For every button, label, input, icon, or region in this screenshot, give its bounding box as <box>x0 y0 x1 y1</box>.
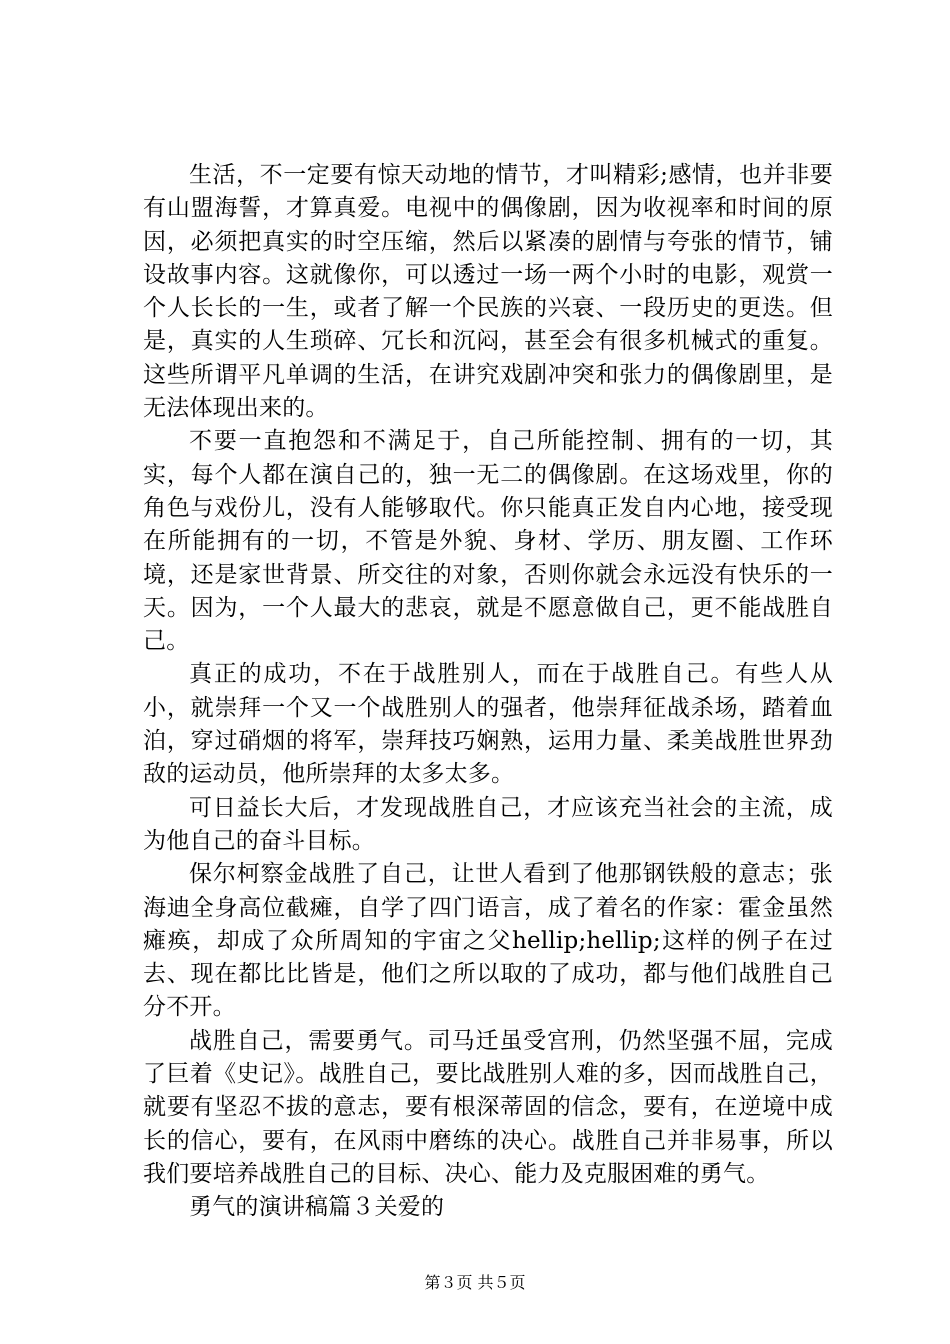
paragraph-4: 可日益长大后，才发现战胜自己，才应该充当社会的主流，成为他自己的奋斗目标。 <box>143 794 833 854</box>
paragraph-2: 不要一直抱怨和不满足于，自己所能控制、拥有的一切，其实，每个人都在演自己的，独一无二的偶像剧。在这场戏里，你的角色与戏份儿，没有人能够取代。你只能真正发自内心地，接受现在所能拥有的一切，不管是外貌、身材、学历、朋友圈、工作环境，还是家世背景、所交往的对象，否则你就会永远没有快乐的一天。因为，一个人最大的悲哀，就是不愿意做自己，更不能战胜自己。 <box>143 428 833 655</box>
document-body <box>143 159 833 1225</box>
paragraph-7: 勇气的演讲稿篇３关爱的 <box>189 1194 445 1221</box>
paragraph-6: 战胜自己，需要勇气。司马迁虽受宫刑，仍然坚强不屈，完成了巨着《史记》。战胜自己，要比战胜别人难的多，因而战胜自己，就要有坚忍不拔的意志，要有根深蒂固的信念，要有，在逆境中成长的信心，要有，在风雨中磨练的决心。战胜自己并非易事，所以我们要培养战胜自己的目标、决心、能力及克服困难的勇气。 <box>143 1027 833 1187</box>
paragraph-1: 生活，不一定要有惊天动地的情节，才叫精彩;感情，也并非要有山盟海誓，才算真爱。电视中的偶像剧，因为收视率和时间的原因，必须把真实的时空压缩，然后以紧凑的剧情与夸张的情节，铺设故事内容。这就像你，可以透过一场一两个小时的电影，观赏一个人长长的一生，或者了解一个民族的兴衰、一段历史的更迭。但是，真实的人生琐碎、冗长和沉闷，甚至会有很多机械式的重复。这些所谓平凡单调的生活，在讲究戏剧冲突和张力的偶像剧里，是无法体现出来的。 <box>143 162 833 422</box>
paragraph-5: 保尔柯察金战胜了自己，让世人看到了他那钢铁般的意志；张海迪全身高位截瘫，自学了四门语言，成了着名的作家：霍金虽然瘫痪，却成了众所周知的宇宙之父hellip;hellip;这样的例子在过去、现在都比比皆是，他们之所以取的了成功，都与他们战胜自己分不开。 <box>143 861 833 1021</box>
paragraph-3: 真正的成功，不在于战胜别人，而在于战胜自己。有些人从小，就崇拜一个又一个战胜别人的强者，他崇拜征战杀场，踏着血泊，穿过硝烟的将军，崇拜技巧娴熟，运用力量、柔美战胜世界劲敌的运动员，他所崇拜的太多太多。 <box>143 661 833 788</box>
page-footer: 第３页 共５页 <box>424 1273 526 1292</box>
